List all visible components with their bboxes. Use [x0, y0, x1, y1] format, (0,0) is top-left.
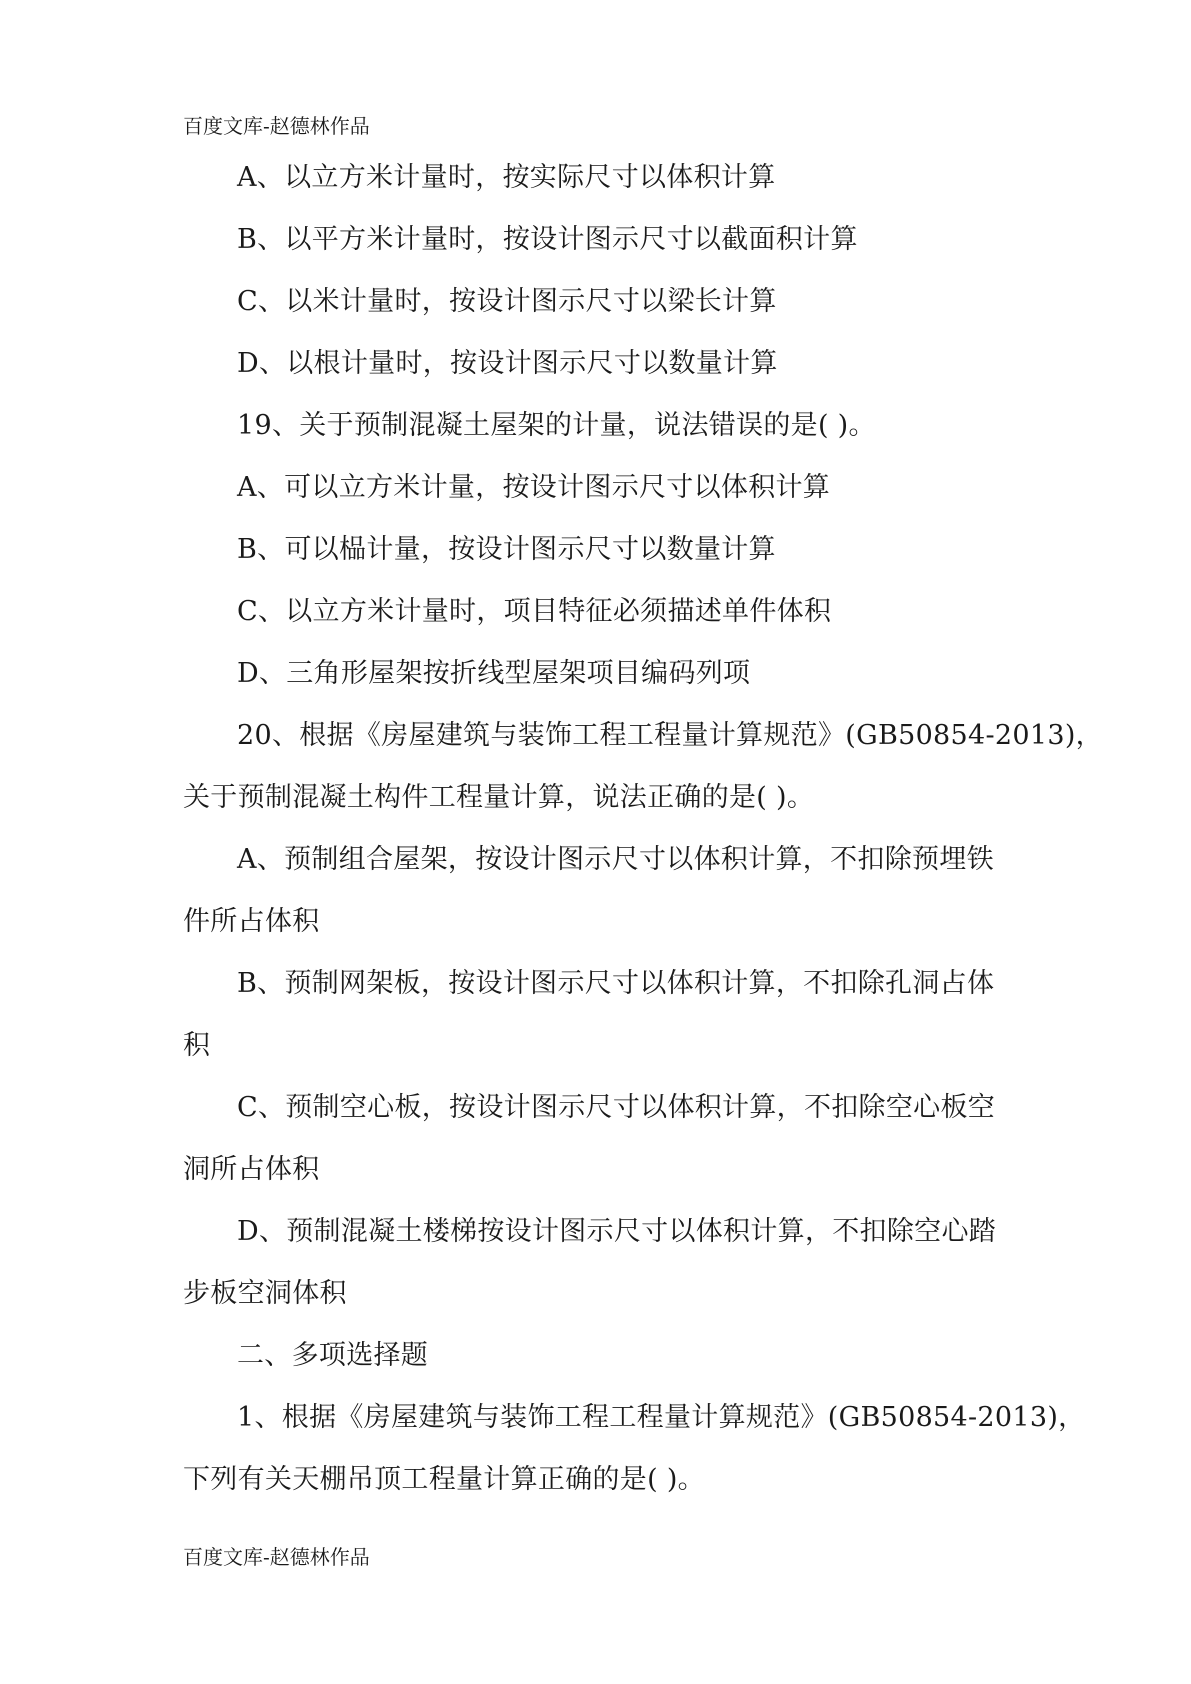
option-line: D、以根计量时，按设计图示尺寸以数量计算 — [237, 348, 778, 379]
option-line: A、可以立方米计量，按设计图示尺寸以体积计算 — [237, 472, 831, 503]
option-line-continuation: 洞所占体积 — [183, 1154, 320, 1185]
option-line-continuation: 步板空洞体积 — [183, 1278, 347, 1309]
option-line: C、以米计量时，按设计图示尺寸以梁长计算 — [237, 286, 777, 317]
question-line: 20、根据《房屋建筑与装饰工程工程量计算规范》(GB50854-2013)， — [237, 720, 1103, 751]
option-line: C、预制空心板，按设计图示尺寸以体积计算，不扣除空心板空 — [237, 1092, 996, 1123]
question-line: 1、根据《房屋建筑与装饰工程工程量计算规范》(GB50854-2013)， — [237, 1402, 1086, 1433]
option-line-continuation: 件所占体积 — [183, 906, 320, 937]
question-line-continuation: 关于预制混凝土构件工程量计算，说法正确的是( )。 — [183, 782, 815, 813]
option-line: A、以立方米计量时，按实际尺寸以体积计算 — [237, 162, 776, 193]
question-line: 19、关于预制混凝土屋架的计量，说法错误的是( )。 — [237, 410, 876, 441]
document-body — [183, 147, 1103, 1511]
option-line: A、预制组合屋架，按设计图示尺寸以体积计算，不扣除预埋铁 — [237, 844, 994, 875]
running-footer: 百度文库-赵德林作品 — [183, 1545, 370, 1569]
option-line: C、以立方米计量时，项目特征必须描述单件体积 — [237, 596, 832, 627]
option-line: B、可以榀计量，按设计图示尺寸以数量计算 — [237, 534, 776, 565]
option-line: B、预制网架板，按设计图示尺寸以体积计算，不扣除孔洞占体 — [237, 968, 995, 999]
option-line: D、三角形屋架按折线型屋架项目编码列项 — [237, 658, 751, 689]
option-line: B、以平方米计量时，按设计图示尺寸以截面积计算 — [237, 224, 858, 255]
question-line-continuation: 下列有关天棚吊顶工程量计算正确的是( )。 — [183, 1464, 705, 1495]
running-header: 百度文库-赵德林作品 — [183, 114, 370, 138]
section-heading: 二、多项选择题 — [237, 1340, 429, 1371]
option-line-continuation: 积 — [183, 1030, 211, 1061]
option-line: D、预制混凝土楼梯按设计图示尺寸以体积计算，不扣除空心踏 — [237, 1216, 997, 1247]
